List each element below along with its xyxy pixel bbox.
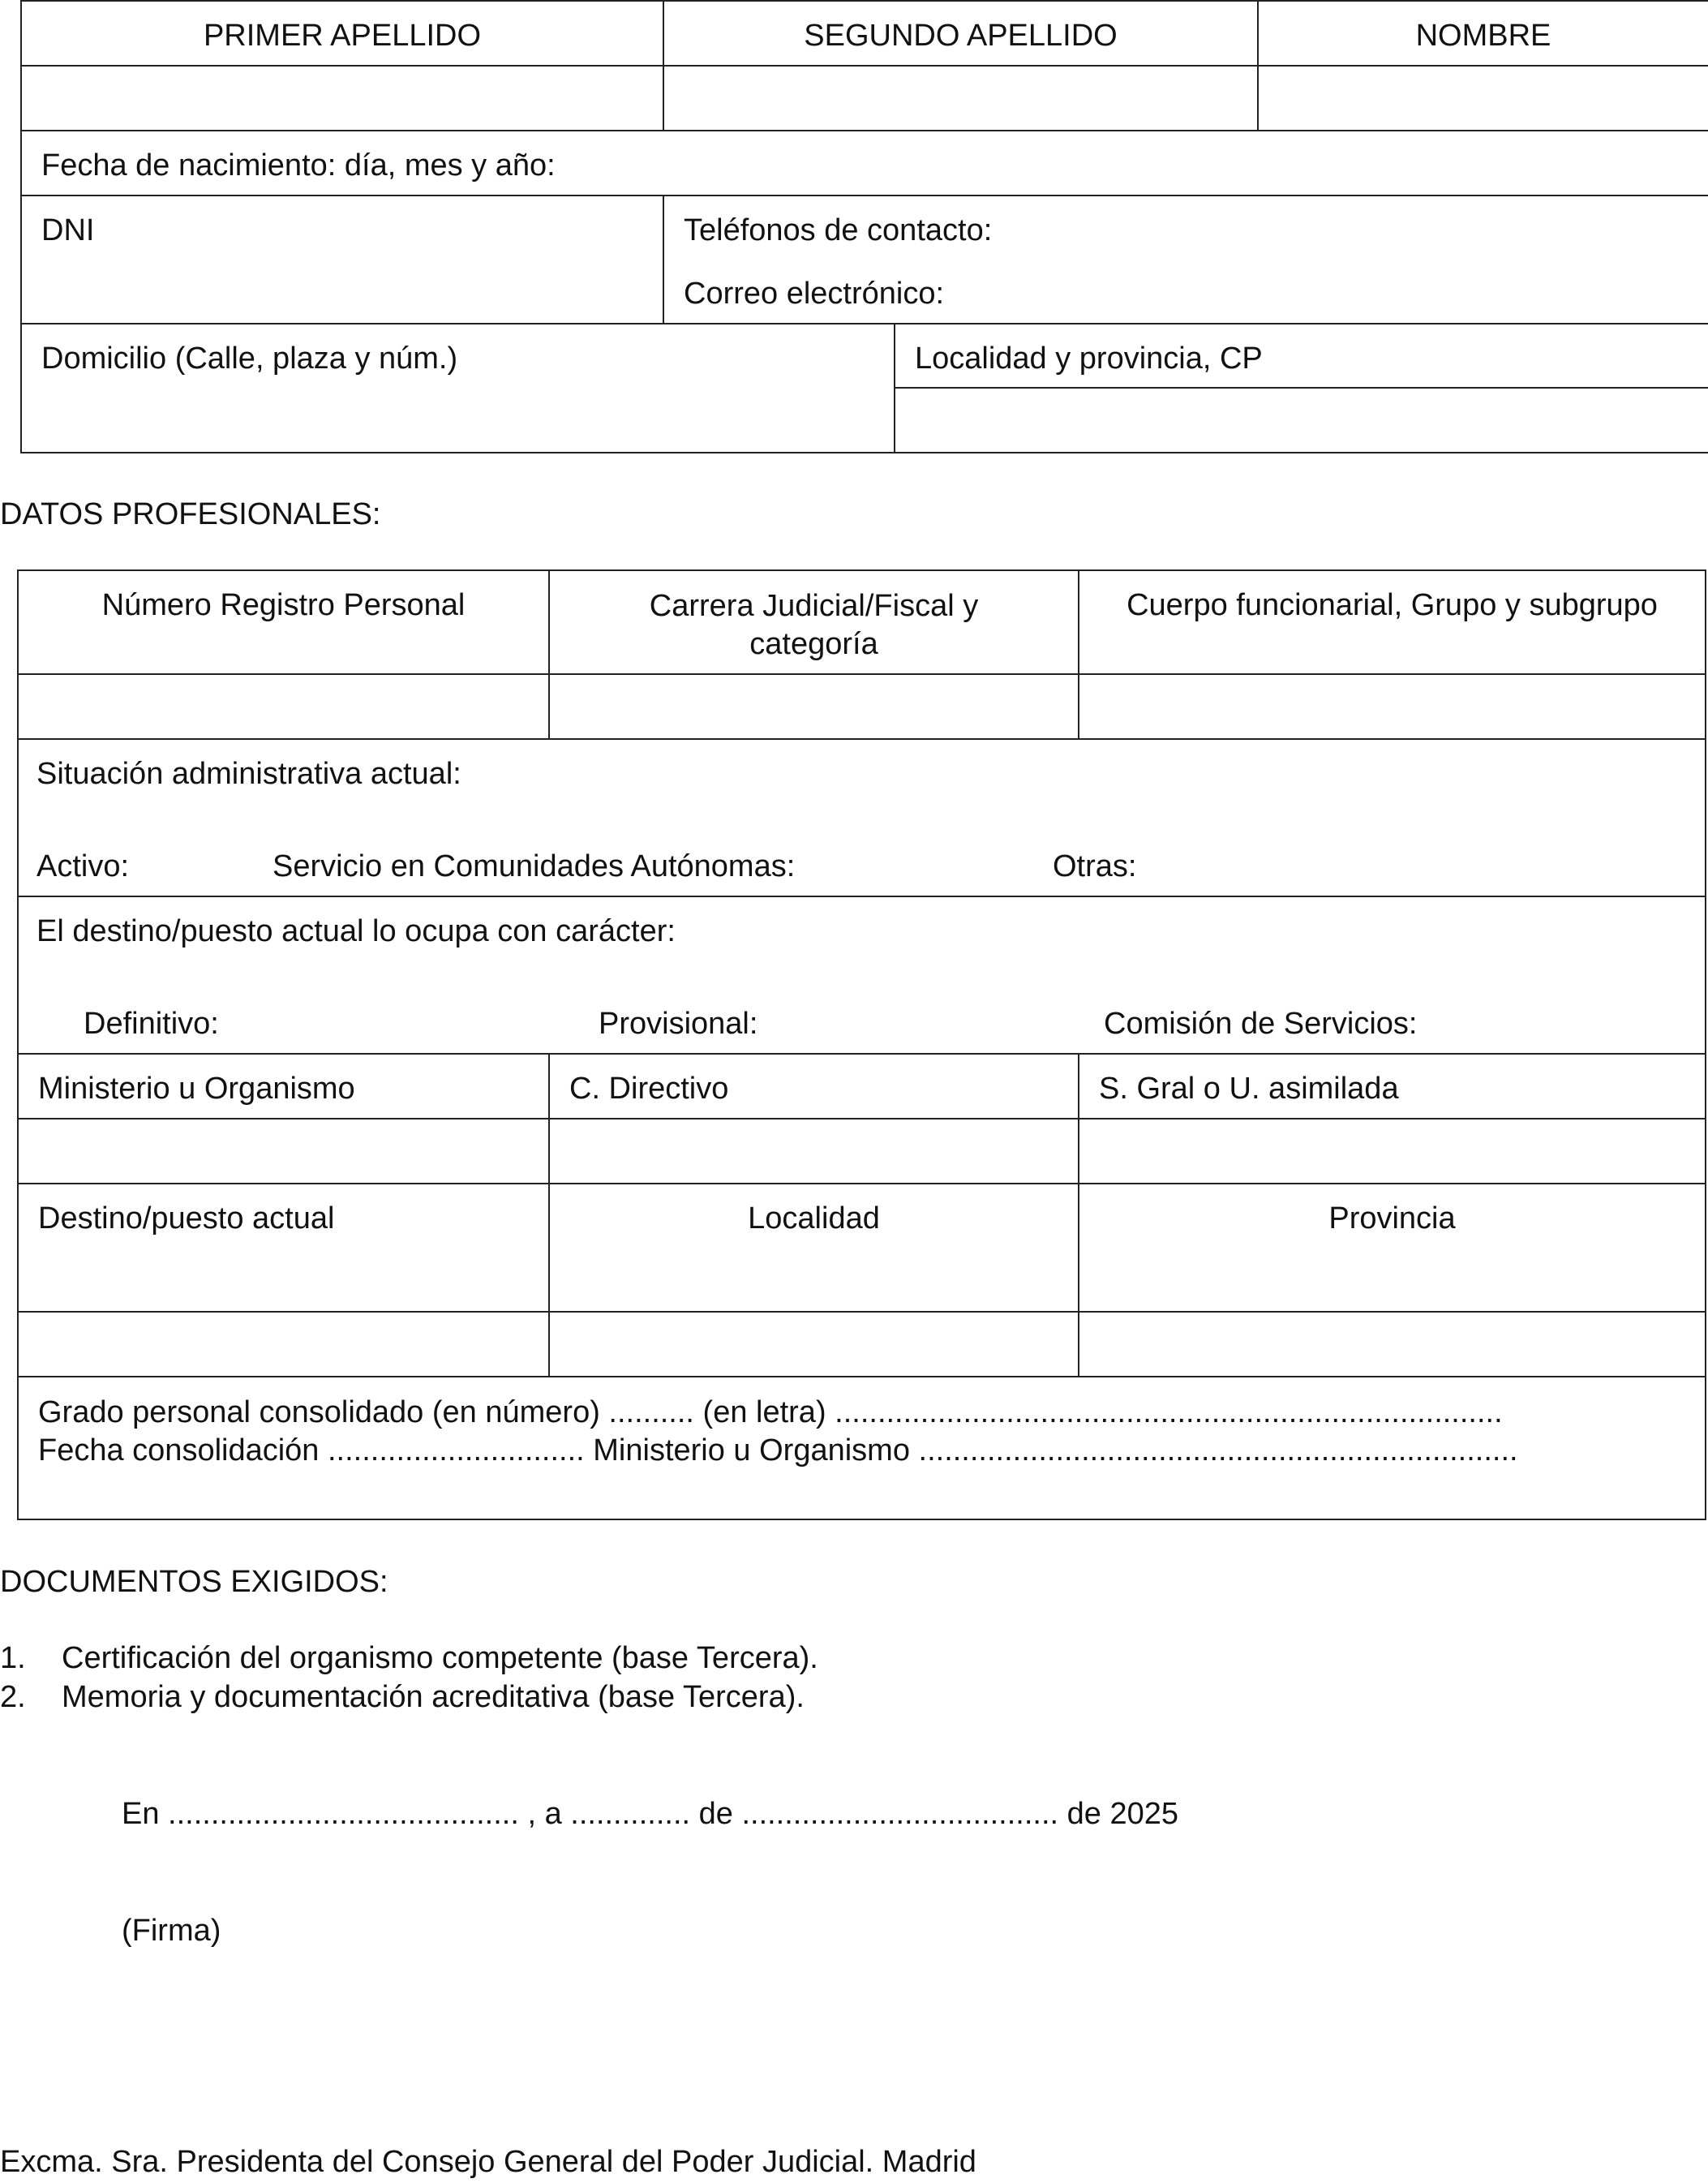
body-group-field[interactable] bbox=[1079, 674, 1706, 739]
locality-label: Localidad bbox=[549, 1184, 1079, 1312]
list-item bbox=[0, 1639, 818, 1678]
provisional-option[interactable]: Provisional: bbox=[599, 1007, 758, 1041]
list-item-text: Certificación del organismo competente (base Tercera). bbox=[62, 1641, 818, 1675]
locality-province-cp-label: Localidad y provincia, CP bbox=[895, 324, 1708, 388]
consolidation-line: Fecha consolidación .............................. Ministerio u Organismo ...................................................................... bbox=[38, 1433, 1518, 1468]
directive-center-label: C. Directivo bbox=[549, 1054, 1079, 1119]
first-surname-field[interactable] bbox=[21, 66, 663, 131]
registry-number-header: Número Registro Personal bbox=[18, 570, 549, 674]
post-character-cell bbox=[18, 896, 1706, 1054]
name-header: NOMBRE bbox=[1258, 1, 1708, 66]
grade-cell[interactable] bbox=[18, 1377, 1706, 1519]
career-category-field[interactable] bbox=[549, 674, 1079, 739]
email-label: Correo electrónico: bbox=[684, 277, 945, 311]
province-label: Provincia bbox=[1079, 1184, 1706, 1312]
registry-number-field[interactable] bbox=[18, 674, 549, 739]
phones-label: Teléfonos de contacto: bbox=[684, 213, 993, 247]
admin-situation-cell bbox=[18, 739, 1706, 896]
professional-section-title: DATOS PROFESIONALES: bbox=[0, 497, 381, 531]
province-field[interactable] bbox=[1079, 1312, 1706, 1377]
post-character-label: El destino/puesto actual lo ocupa con carácter: bbox=[36, 914, 676, 948]
list-item-text: Memoria y documentación acreditativa (base Tercera). bbox=[62, 1680, 805, 1714]
service-commission-option[interactable]: Comisión de Servicios: bbox=[1104, 1007, 1418, 1041]
dni-field[interactable]: DNI bbox=[21, 196, 663, 324]
admin-situation-label: Situación administrativa actual: bbox=[36, 757, 461, 791]
second-surname-header: SEGUNDO APELLIDO bbox=[663, 1, 1258, 66]
personal-data-table bbox=[20, 0, 1708, 453]
grade-line: Grado personal consolidado (en número) .......... (en letra) .............................................................................. bbox=[38, 1395, 1503, 1429]
documents-list bbox=[0, 1639, 818, 1717]
list-item-number: 2. bbox=[0, 1680, 26, 1714]
body-group-header: Cuerpo funcionarial, Grupo y subgrupo bbox=[1079, 570, 1706, 674]
second-surname-field[interactable] bbox=[663, 66, 1258, 131]
list-item bbox=[0, 1678, 818, 1717]
locality-field[interactable] bbox=[549, 1312, 1079, 1377]
address-field[interactable]: Domicilio (Calle, plaza y núm.) bbox=[21, 324, 895, 453]
general-sub-field[interactable] bbox=[1079, 1119, 1706, 1184]
autonomous-service-option[interactable]: Servicio en Comunidades Autónomas: bbox=[273, 849, 796, 883]
other-option[interactable]: Otras: bbox=[1053, 849, 1137, 883]
birth-date-field[interactable]: Fecha de nacimiento: día, mes y año: bbox=[21, 131, 1708, 196]
directive-center-field[interactable] bbox=[549, 1119, 1079, 1184]
professional-data-table bbox=[17, 569, 1706, 1520]
list-item-number: 1. bbox=[0, 1641, 26, 1675]
current-post-field[interactable] bbox=[18, 1312, 549, 1377]
place-date-line[interactable]: En ......................................... , a .............. de ..................................... de 2025 bbox=[122, 1797, 1179, 1831]
contact-cell[interactable] bbox=[663, 196, 1708, 324]
signature-label: (Firma) bbox=[122, 1914, 221, 1948]
documents-section-title: DOCUMENTOS EXIGIDOS: bbox=[0, 1565, 388, 1599]
general-sub-label: S. Gral o U. asimilada bbox=[1079, 1054, 1706, 1119]
ministry-field[interactable] bbox=[18, 1119, 549, 1184]
career-category-header: Carrera Judicial/Fiscal y categoría bbox=[549, 570, 1079, 674]
definitive-option[interactable]: Definitivo: bbox=[84, 1007, 219, 1041]
locality-province-cp-field[interactable] bbox=[895, 388, 1708, 453]
active-option[interactable]: Activo: bbox=[36, 849, 130, 883]
first-surname-header: PRIMER APELLIDO bbox=[21, 1, 663, 66]
addressee-line: Excma. Sra. Presidenta del Consejo General del Poder Judicial. Madrid bbox=[0, 2145, 976, 2179]
name-field[interactable] bbox=[1258, 66, 1708, 131]
ministry-label: Ministerio u Organismo bbox=[18, 1054, 549, 1119]
current-post-label: Destino/puesto actual bbox=[18, 1184, 549, 1312]
